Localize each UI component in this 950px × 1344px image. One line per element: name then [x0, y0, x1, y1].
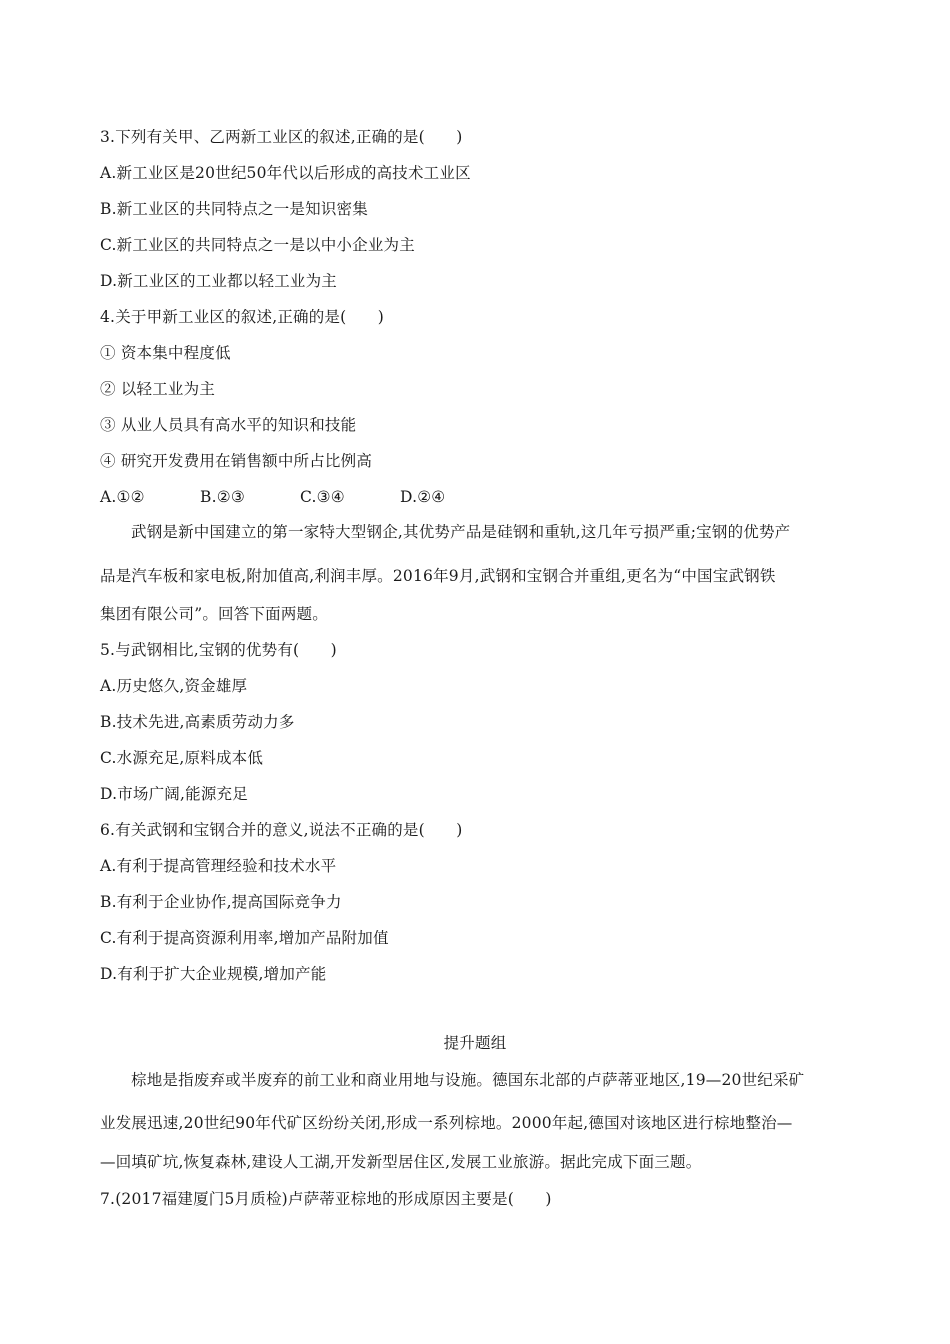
steel-passage-line-3: 集团有限公司”。回答下面两题。 [100, 605, 328, 623]
question-3-option-b: B.新工业区的共同特点之一是知识密集 [100, 200, 368, 218]
question-4-stem: 4.关于甲新工业区的叙述,正确的是( ) [100, 308, 385, 326]
question-5-option-c: C.水源充足,原料成本低 [100, 749, 264, 767]
question-4-item-4: ④ 研究开发费用在销售额中所占比例高 [100, 452, 373, 470]
question-3-option-d: D.新工业区的工业都以轻工业为主 [100, 272, 338, 290]
section-title: 提升题组 [443, 1034, 507, 1052]
brownfield-passage-line-3: —回填矿坑,恢复森林,建设人工湖,开发新型居住区,发展工业旅游。据此完成下面三题。 [100, 1153, 702, 1171]
question-3-option-a: A.新工业区是20世纪50年代以后形成的高技术工业区 [100, 164, 471, 182]
question-4-choice-a: A.①② [100, 488, 145, 506]
question-4-choice-d: D.②④ [400, 488, 446, 506]
question-5-stem: 5.与武钢相比,宝钢的优势有( ) [100, 641, 337, 659]
question-6-option-c: C.有利于提高资源利用率,增加产品附加值 [100, 929, 389, 947]
question-4-item-1: ① 资本集中程度低 [100, 344, 231, 362]
question-5-option-d: D.市场广阔,能源充足 [100, 785, 248, 803]
question-7-stem: 7.(2017福建厦门5月质检)卢萨蒂亚棕地的形成原因主要是( ) [100, 1190, 552, 1208]
question-3-stem: 3.下列有关甲、乙两新工业区的叙述,正确的是( ) [100, 128, 463, 146]
question-6-option-b: B.有利于企业协作,提高国际竞争力 [100, 893, 342, 911]
question-4-choice-c: C.③④ [300, 488, 345, 506]
question-6-option-d: D.有利于扩大企业规模,增加产能 [100, 965, 327, 983]
question-4-item-2: ② 以轻工业为主 [100, 380, 216, 398]
question-4-choice-b: B.②③ [200, 488, 245, 506]
question-6-stem: 6.有关武钢和宝钢合并的意义,说法不正确的是( ) [100, 821, 463, 839]
brownfield-passage-line-2: 业发展迅速,20世纪90年代矿区纷纷关闭,形成一系列棕地。2000年起,德国对该地区进行棕地整治— [100, 1114, 793, 1132]
steel-passage-line-1: 武钢是新中国建立的第一家特大型钢企,其优势产品是硅钢和重轨,这几年亏损严重;宝钢的优势产 [131, 523, 791, 541]
question-5-option-b: B.技术先进,高素质劳动力多 [100, 713, 295, 731]
question-4-choices [100, 487, 445, 507]
question-6-option-a: A.有利于提高管理经验和技术水平 [100, 857, 337, 875]
question-5-option-a: A.历史悠久,资金雄厚 [100, 677, 248, 695]
question-3-option-c: C.新工业区的共同特点之一是以中小企业为主 [100, 236, 415, 254]
steel-passage-line-2: 品是汽车板和家电板,附加值高,利润丰厚。2016年9月,武钢和宝钢合并重组,更名为“中国宝武钢铁 [100, 567, 776, 585]
question-4-item-3: ③ 从业人员具有高水平的知识和技能 [100, 416, 357, 434]
brownfield-passage-line-1: 棕地是指废弃或半废弃的前工业和商业用地与设施。德国东北部的卢萨蒂亚地区,19—20世纪采矿 [131, 1071, 805, 1089]
